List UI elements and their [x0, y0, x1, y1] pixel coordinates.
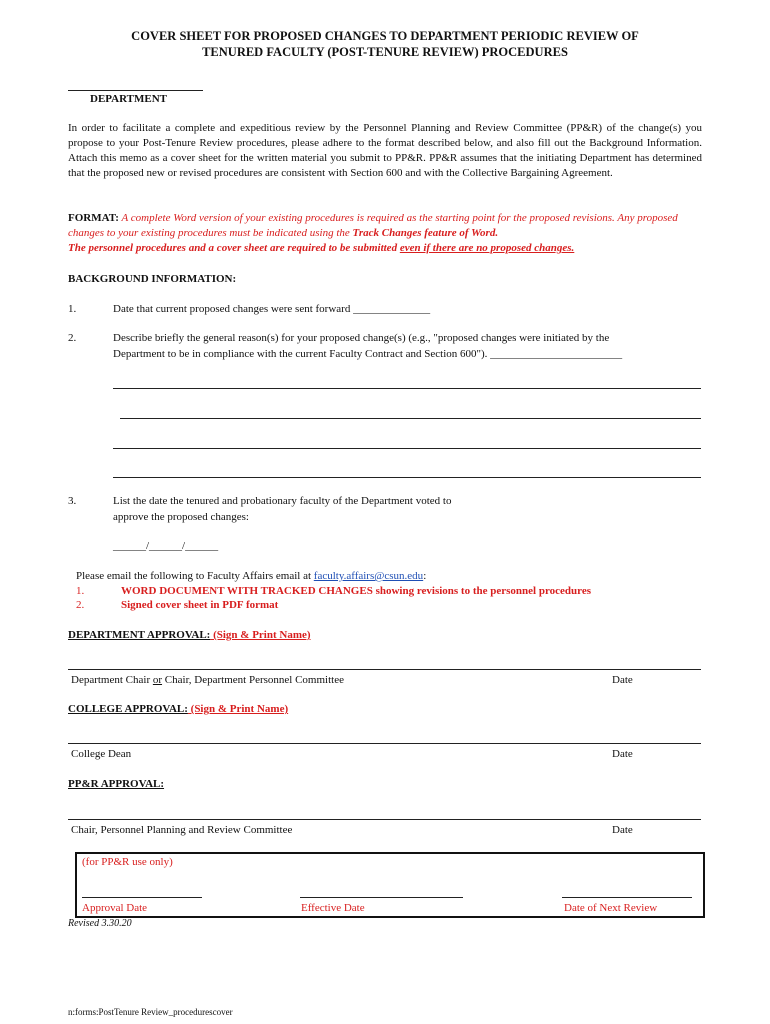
approval-date-line[interactable]	[82, 897, 202, 898]
format-underlined: even if there are no proposed changes.	[399, 242, 575, 254]
format-text-2: The personnel procedures and a cover sheet are required to be submitted	[68, 242, 400, 254]
college-approval-sub: (Sign & Print Name)	[187, 703, 289, 715]
reason-line-4[interactable]	[113, 477, 701, 478]
ppr-approval-heading: PP&R APPROVAL:	[68, 778, 165, 790]
item-2-line-1: Describe briefly the general reason(s) for your proposed change(s) (e.g., "proposed changes were initiated by the	[113, 332, 610, 344]
ppr-date-label: Date	[612, 824, 633, 836]
item-2-number: 2.	[68, 332, 77, 344]
item-1-text: Date that current proposed changes were sent forward ______________	[113, 303, 431, 315]
intro-paragraph: In order to facilitate a complete and expeditious review by the Personnel Planning and Review Committee (PP&R) of the change(s) you propose to your Post-Tenure Review procedures, please adhere to the format described below, and also fill out the Background Information. Attach this memo as a cover sheet for the written material you submit to PP&R. PP&R assumes that the initiating Department has determined that the proposed new or revised procedures are consistent with Section 600 and with the Collective Bargaining Agreement.	[68, 122, 702, 179]
background-heading: BACKGROUND INFORMATION:	[68, 273, 237, 285]
email-link[interactable]: faculty.affairs@csun.edu	[313, 570, 424, 582]
dept-sig-or: or	[152, 674, 163, 686]
dept-signature-label	[71, 673, 344, 688]
item-3-line-1: List the date the tenured and probationary faculty of the Department voted to	[113, 495, 452, 507]
department-label: DEPARTMENT	[90, 93, 168, 105]
approval-date-label: Approval Date	[82, 902, 148, 914]
effective-date-line[interactable]	[300, 897, 463, 898]
email-instruction	[76, 569, 426, 584]
email-item-2-text: Signed cover sheet in PDF format	[121, 599, 279, 611]
footer-path: n:forms:PostTenure Review_procedurescover	[68, 1007, 233, 1017]
format-text-1: A complete Word version of your existing procedures is required as the starting point for the proposed revisions. Any proposed changes to your existing procedures must be indicated using the	[68, 212, 678, 239]
reason-line-1[interactable]	[113, 388, 701, 389]
item-3-line-2: approve the proposed changes:	[113, 511, 249, 523]
dept-sig-pre: Department Chair	[71, 674, 153, 686]
item-2-line-2: Department to be in compliance with the current Faculty Contract and Section 600"). ________________________	[113, 348, 623, 360]
ppr-box-label: (for PP&R use only)	[82, 856, 173, 868]
email-suffix: :	[423, 570, 427, 582]
college-approval-heading	[68, 702, 288, 717]
format-paragraph	[68, 211, 702, 256]
next-review-line[interactable]	[562, 897, 692, 898]
dept-approval-heading	[68, 628, 311, 643]
email-item-1-number: 1.	[76, 585, 85, 597]
item-1-number: 1.	[68, 303, 77, 315]
page-title-line-1: COVER SHEET FOR PROPOSED CHANGES TO DEPARTMENT PERIODIC REVIEW OF	[131, 29, 639, 43]
dept-approval-sub: (Sign & Print Name)	[210, 629, 311, 641]
college-signature-label: College Dean	[71, 748, 132, 760]
vote-date-field[interactable]: ______/______/______	[113, 540, 219, 552]
page-title-line-2: TENURED FACULTY (POST-TENURE REVIEW) PROCEDURES	[202, 45, 568, 59]
dept-sig-post: Chair, Department Personnel Committee	[162, 674, 344, 686]
next-review-label: Date of Next Review	[564, 902, 658, 914]
item-3-number: 3.	[68, 495, 77, 507]
department-signature-line	[68, 90, 203, 91]
dept-signature-line[interactable]	[68, 669, 701, 670]
effective-date-label: Effective Date	[301, 902, 365, 914]
format-emphasis: Track Changes feature of Word.	[352, 227, 499, 239]
ppr-signature-line[interactable]	[68, 819, 701, 820]
email-item-2-number: 2.	[76, 599, 85, 611]
college-signature-line[interactable]	[68, 743, 701, 744]
revised-note: Revised 3.30.20	[68, 918, 132, 929]
format-label: FORMAT:	[68, 212, 119, 224]
ppr-signature-label: Chair, Personnel Planning and Review Committee	[71, 824, 293, 836]
email-item-1-text: WORD DOCUMENT WITH TRACKED CHANGES showing revisions to the personnel procedures	[121, 585, 591, 597]
dept-date-label: Date	[612, 674, 633, 686]
email-prefix: Please email the following to Faculty Affairs email at	[76, 570, 314, 582]
dept-approval-label: DEPARTMENT APPROVAL:	[68, 629, 211, 641]
college-date-label: Date	[612, 748, 633, 760]
college-approval-label: COLLEGE APPROVAL:	[68, 703, 188, 715]
reason-line-3[interactable]	[113, 448, 701, 449]
reason-line-2[interactable]	[120, 418, 701, 419]
